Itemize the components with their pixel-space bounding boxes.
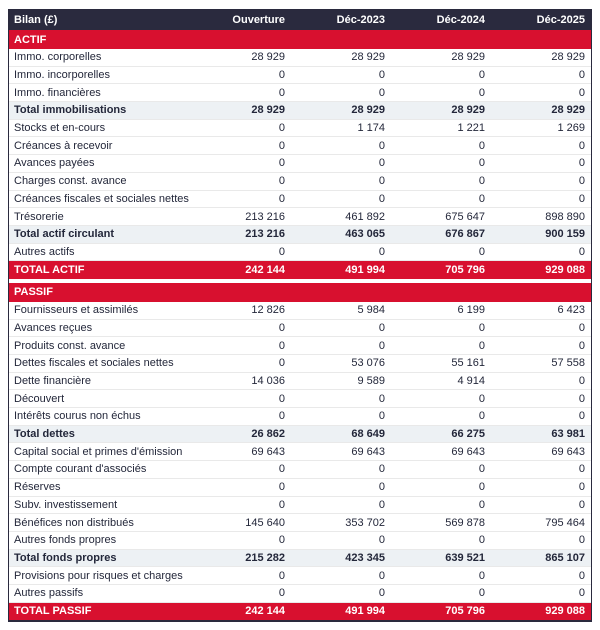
row-label: Total dettes [14,428,75,441]
cell-value: 6 199 [457,304,485,317]
cell-value: 0 [578,175,585,188]
cell-value: 66 275 [451,428,485,441]
cell-value: 0 [278,321,285,334]
cell-value: 0 [578,410,585,423]
cell-value: 0 [378,139,385,152]
cell-value: 0 [578,375,585,388]
row-label: Total actif circulant [14,228,115,241]
cell-value: 0 [478,463,485,476]
cell-value: 0 [478,69,485,82]
cell-value: 0 [578,534,585,547]
cell-value: 28 929 [551,51,585,64]
cell-value: 242 144 [245,605,285,618]
cell-value: 0 [278,410,285,423]
row-label: Total fonds propres [14,551,117,564]
cell-value: 0 [478,245,485,258]
cell-value: 213 216 [245,210,285,223]
cell-value: 0 [578,245,585,258]
cell-value: 145 640 [245,516,285,529]
cell-value: 463 065 [345,228,385,241]
table-row [9,443,591,461]
section-title: PASSIF [14,286,53,299]
table-header-row [9,9,591,30]
cell-value: 0 [378,321,385,334]
cell-value: 0 [278,534,285,547]
table-row [9,137,591,155]
cell-value: 676 867 [445,228,485,241]
subtotal-row [9,102,591,120]
table-title: Bilan (£) [14,13,58,26]
cell-value: 0 [478,534,485,547]
cell-value: 423 345 [345,551,385,564]
cell-value: 69 643 [251,445,285,458]
cell-value: 0 [378,175,385,188]
cell-value: 898 890 [545,210,585,223]
table-row [9,49,591,67]
table-body [9,30,591,620]
table-row [9,390,591,408]
cell-value: 0 [278,481,285,494]
cell-value: 0 [478,410,485,423]
cell-value: 0 [378,587,385,600]
row-label: Dettes fiscales et sociales nettes [14,357,174,370]
table-row [9,302,591,320]
row-label: Immo. incorporelles [14,69,110,82]
cell-value: 0 [478,587,485,600]
cell-value: 0 [278,339,285,352]
cell-value: 0 [578,69,585,82]
row-label: TOTAL ACTIF [14,264,85,277]
cell-value: 28 929 [351,51,385,64]
row-label: TOTAL PASSIF [14,605,92,618]
cell-value: 0 [278,139,285,152]
row-label: Trésorerie [14,210,64,223]
table-row [9,532,591,550]
cell-value: 5 984 [357,304,385,317]
cell-value: 0 [378,498,385,511]
cell-value: 0 [578,463,585,476]
cell-value: 0 [578,481,585,494]
row-label: Fournisseurs et assimilés [14,304,139,317]
row-label: Créances fiscales et sociales nettes [14,192,189,205]
row-label: Intérêts courus non échus [14,410,141,423]
cell-value: 795 464 [545,516,585,529]
cell-value: 865 107 [545,551,585,564]
cell-value: 0 [578,569,585,582]
cell-value: 0 [478,569,485,582]
cell-value: 28 929 [451,51,485,64]
cell-value: 491 994 [345,264,385,277]
row-label: Avances payées [14,157,95,170]
cell-value: 28 929 [551,104,585,117]
cell-value: 0 [378,192,385,205]
cell-value: 0 [578,392,585,405]
grand-total-row [9,261,591,279]
cell-value: 69 643 [351,445,385,458]
table-row [9,208,591,226]
table-row [9,567,591,585]
cell-value: 0 [378,69,385,82]
cell-value: 0 [478,192,485,205]
column-header-ouverture: Ouverture [232,13,285,26]
cell-value: 0 [378,481,385,494]
row-label: Provisions pour risques et charges [14,569,183,582]
cell-value: 0 [278,245,285,258]
cell-value: 28 929 [251,51,285,64]
column-header-dec-2023: Déc-2023 [336,13,385,26]
cell-value: 68 649 [351,428,385,441]
table-row [9,67,591,85]
row-label: Produits const. avance [14,339,126,352]
table-row [9,585,591,603]
subtotal-row [9,226,591,244]
cell-value: 0 [478,175,485,188]
cell-value: 639 521 [445,551,485,564]
cell-value: 353 702 [345,516,385,529]
cell-value: 0 [578,192,585,205]
row-label: Charges const. avance [14,175,127,188]
cell-value: 0 [278,569,285,582]
row-label: Immo. financières [14,86,101,99]
cell-value: 0 [478,86,485,99]
cell-value: 28 929 [451,104,485,117]
cell-value: 1 269 [557,122,585,135]
cell-value: 675 647 [445,210,485,223]
cell-value: 0 [278,175,285,188]
cell-value: 0 [378,157,385,170]
section-header-passif [9,283,591,302]
table-row [9,120,591,138]
table-row [9,155,591,173]
cell-value: 0 [378,86,385,99]
section-title: ACTIF [14,33,47,46]
table-row [9,244,591,262]
table-row [9,408,591,426]
row-label: Capital social et primes d'émission [14,445,183,458]
table-row [9,337,591,355]
cell-value: 0 [578,157,585,170]
cell-value: 242 144 [245,264,285,277]
cell-value: 69 643 [451,445,485,458]
row-label: Total immobilisations [14,104,127,117]
cell-value: 0 [378,534,385,547]
row-label: Autres actifs [14,245,75,258]
cell-value: 9 589 [357,375,385,388]
row-label: Réserves [14,481,61,494]
cell-value: 0 [478,321,485,334]
cell-value: 213 216 [245,228,285,241]
table-row [9,497,591,515]
column-header-dec-2024: Déc-2024 [436,13,485,26]
cell-value: 0 [278,392,285,405]
cell-value: 0 [578,139,585,152]
table-row [9,191,591,209]
cell-value: 0 [378,392,385,405]
cell-value: 14 036 [251,375,285,388]
cell-value: 0 [578,339,585,352]
cell-value: 0 [478,498,485,511]
row-label: Subv. investissement [14,498,118,511]
cell-value: 26 862 [251,428,285,441]
grand-total-row [9,603,591,621]
cell-value: 0 [478,139,485,152]
cell-value: 69 643 [551,445,585,458]
cell-value: 0 [578,498,585,511]
cell-value: 1 174 [357,122,385,135]
cell-value: 0 [378,569,385,582]
table-row [9,173,591,191]
cell-value: 0 [478,481,485,494]
cell-value: 0 [278,463,285,476]
cell-value: 0 [378,410,385,423]
subtotal-row [9,426,591,444]
row-label: Compte courant d'associés [14,463,147,476]
table-row [9,355,591,373]
row-label: Autres fonds propres [14,534,117,547]
cell-value: 705 796 [445,264,485,277]
cell-value: 929 088 [545,605,585,618]
row-label: Bénéfices non distribués [14,516,134,529]
cell-value: 63 981 [551,428,585,441]
cell-value: 0 [578,321,585,334]
cell-value: 1 221 [457,122,485,135]
cell-value: 0 [478,157,485,170]
table-row [9,461,591,479]
row-label: Découvert [14,392,65,405]
cell-value: 4 914 [457,375,485,388]
cell-value: 0 [578,86,585,99]
cell-value: 28 929 [251,104,285,117]
table-row [9,514,591,532]
row-label: Créances à recevoir [14,139,113,152]
cell-value: 28 929 [351,104,385,117]
balance-sheet-table [8,9,592,622]
cell-value: 57 558 [551,357,585,370]
row-label: Avances reçues [14,321,93,334]
row-label: Autres passifs [14,587,84,600]
cell-value: 0 [278,86,285,99]
subtotal-row [9,550,591,568]
cell-value: 0 [278,192,285,205]
section-header-actif [9,30,591,49]
table-row [9,320,591,338]
cell-value: 0 [278,69,285,82]
cell-value: 705 796 [445,605,485,618]
cell-value: 215 282 [245,551,285,564]
table-row [9,373,591,391]
cell-value: 53 076 [351,357,385,370]
cell-value: 0 [478,392,485,405]
table-row [9,479,591,497]
cell-value: 6 423 [557,304,585,317]
cell-value: 929 088 [545,264,585,277]
row-label: Stocks et en-cours [14,122,106,135]
cell-value: 0 [278,498,285,511]
row-label: Dette financière [14,375,92,388]
cell-value: 0 [278,122,285,135]
cell-value: 0 [478,339,485,352]
cell-value: 0 [278,157,285,170]
cell-value: 491 994 [345,605,385,618]
cell-value: 12 826 [251,304,285,317]
cell-value: 0 [378,339,385,352]
cell-value: 0 [578,587,585,600]
cell-value: 0 [278,587,285,600]
cell-value: 569 878 [445,516,485,529]
row-label: Immo. corporelles [14,51,102,64]
cell-value: 0 [378,245,385,258]
cell-value: 461 892 [345,210,385,223]
cell-value: 55 161 [451,357,485,370]
cell-value: 0 [278,357,285,370]
column-header-dec-2025: Déc-2025 [536,13,585,26]
cell-value: 0 [378,463,385,476]
cell-value: 900 159 [545,228,585,241]
table-row [9,84,591,102]
